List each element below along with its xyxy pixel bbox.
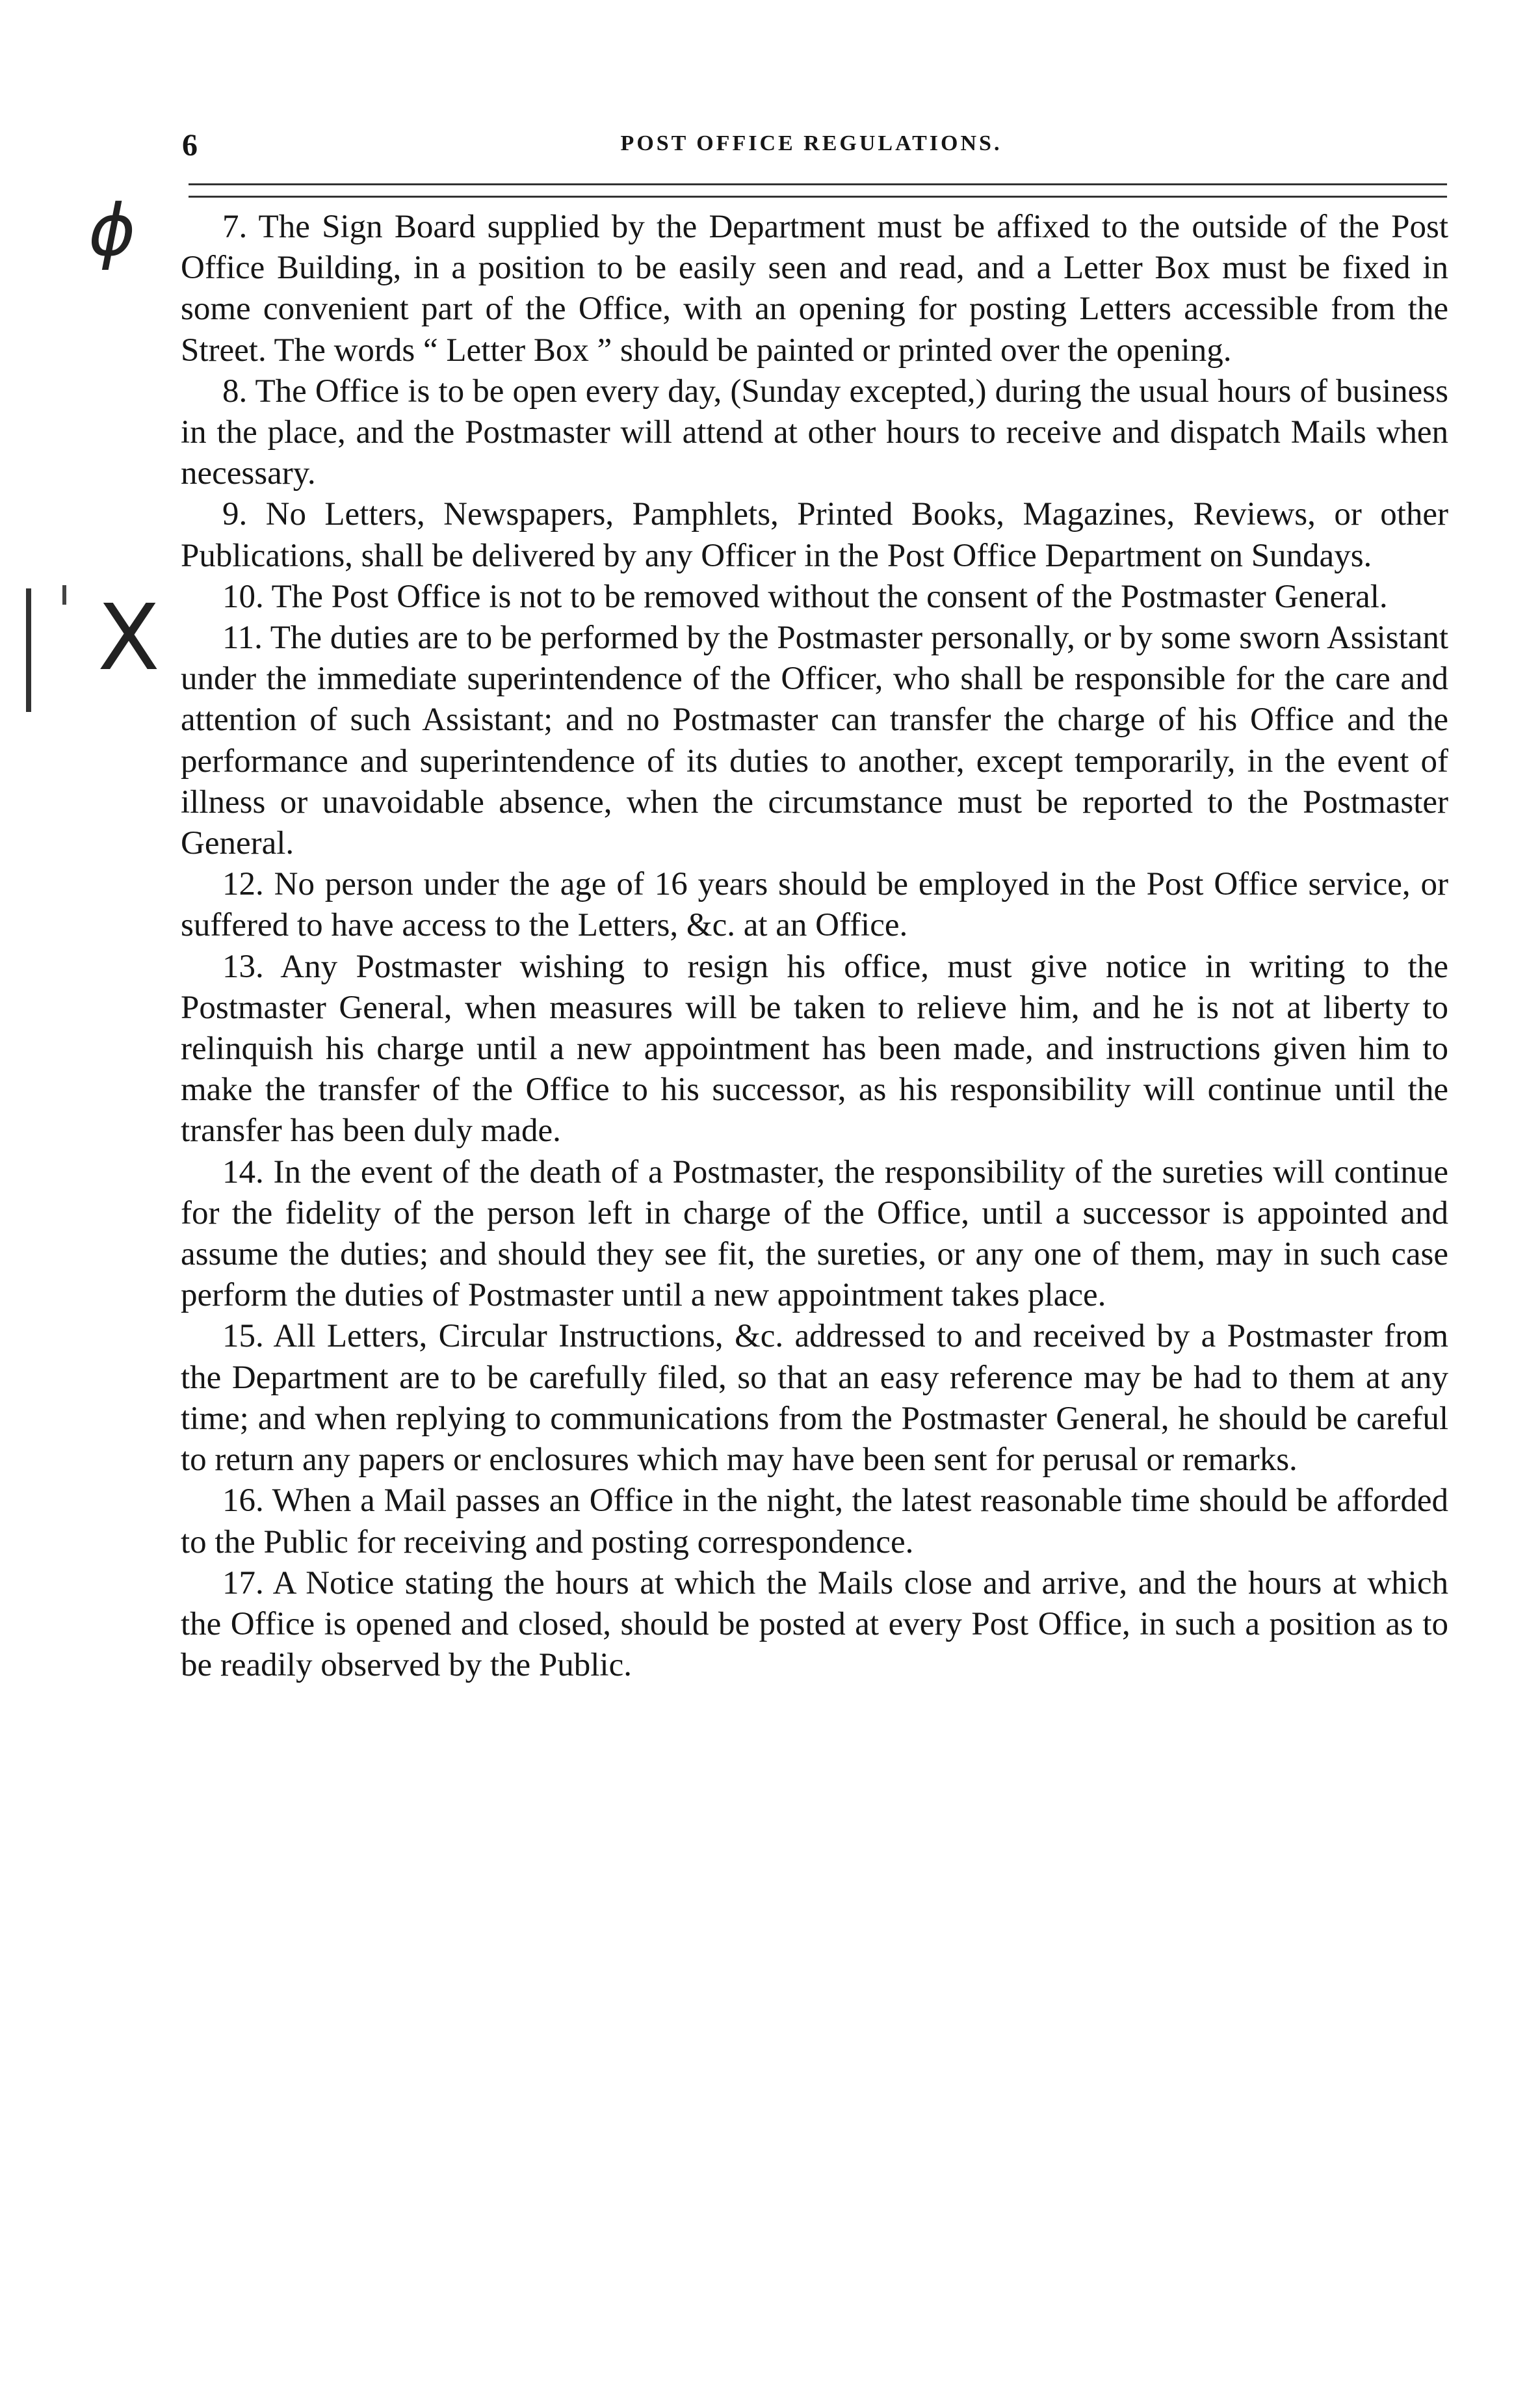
handwritten-margin-bar bbox=[26, 588, 31, 712]
handwritten-margin-tick bbox=[62, 585, 66, 605]
paragraph-11: 11. The duties are to be performed by the Postmaster personally, or by some sworn Assistant under the immediate superintendence of the Officer, who shall be responsible for the care and attention of such Assistant; and no Postmaster can transfer the charge of his Office and the performance and superintendence of its duties to another, except temporarily, in the event of illness or unavoidable absence, when the circumstance must be reported to the Postmaster General. bbox=[181, 620, 1448, 862]
page-number: 6 bbox=[182, 128, 198, 163]
paragraph-9: 9. No Letters, Newspapers, Pamphlets, Printed Books, Magazines, Reviews, or other Publications, shall be delivered by any Officer in the Post Office Department on Sundays. bbox=[181, 496, 1448, 574]
paragraph-10: 10. The Post Office is not to be removed without the consent of the Postmaster General. bbox=[222, 578, 1388, 615]
handwritten-phi-mark: ϕ bbox=[88, 189, 136, 272]
paragraph-12: 12. No person under the age of 16 years should be employed in the Post Office service, or suffered to have access to the Letters, &c. at an Office. bbox=[181, 866, 1448, 944]
header-double-rule bbox=[189, 183, 1447, 198]
handwritten-x-mark: X bbox=[98, 585, 160, 691]
running-head: POST OFFICE REGULATIONS. bbox=[620, 131, 1002, 155]
paragraph-17: 17. A Notice stating the hours at which the Mails close and arrive, and the hours at which the Office is opened and closed, should be posted at every Post Office, in such a position as to be readily observed by the Public. bbox=[181, 1564, 1448, 1684]
paragraph-14: 14. In the event of the death of a Postmaster, the responsibility of the sureties will continue for the fidelity of the person left in charge of the Office, until a successor is appointed and assume the duties; and should they see fit, the sureties, or any one of them, may in such case perform the duties of Postmaster until a new appointment takes place. bbox=[181, 1153, 1448, 1314]
paragraph-8: 8. The Office is to be open every day, (Sunday excepted,) during the usual hours of business in the place, and the Postmaster will attend at other hours to receive and dispatch Mails when necessary. bbox=[181, 373, 1448, 492]
page-header bbox=[176, 127, 1447, 166]
regulations-body bbox=[181, 207, 1448, 1686]
paragraph-13: 13. Any Postmaster wishing to resign his office, must give notice in writing to the Postmaster General, when measures will be taken to relieve him, and he is not at liberty to relinquish his charge until a new appointment has been made, and instructions given him to make the transfer of the Office to his successor, as his responsibility will continue until the transfer has been duly made. bbox=[181, 948, 1448, 1150]
paragraph-16: 16. When a Mail passes an Office in the night, the latest reasonable time should be afforded to the Public for receiving and posting correspondence. bbox=[181, 1482, 1448, 1560]
paragraph-15: 15. All Letters, Circular Instructions, &c. addressed to and received by a Postmaster from the Department are to be carefully filed, so that an easy reference may be had to them at any time; and when replying to communications from the Postmaster General, he should be careful to return any papers or enclosures which may have been sent for perusal or remarks. bbox=[181, 1318, 1448, 1479]
paragraph-7: 7. The Sign Board supplied by the Department must be affixed to the outside of the Post Office Building, in a position to be easily seen and read, and a Letter Box must be fixed in some convenient part of the Office, with an opening for posting Letters accessible from the Street. The words “ Letter Box ” should be painted or printed over the opening. bbox=[181, 209, 1448, 369]
